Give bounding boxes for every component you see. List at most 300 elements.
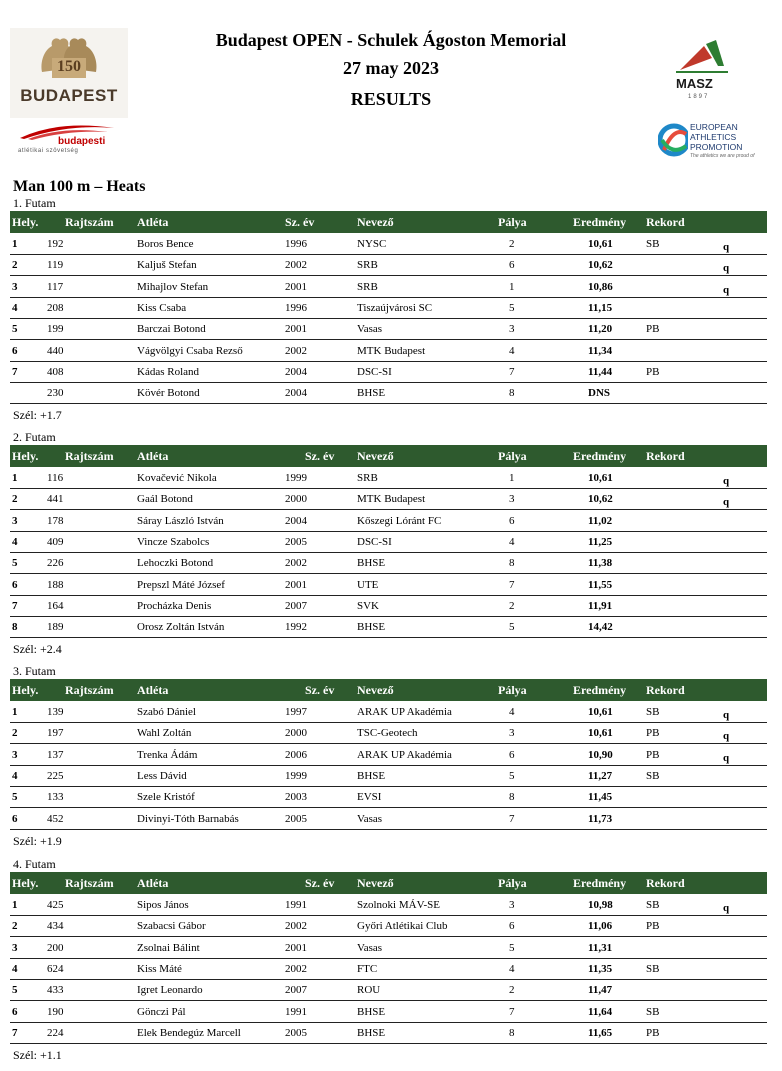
birth-year: 2005 xyxy=(285,1026,307,1039)
lane: 5 xyxy=(509,769,515,782)
lane: 5 xyxy=(509,941,515,954)
bib-number: 200 xyxy=(47,941,64,954)
record: SB xyxy=(646,238,660,250)
column-header-yob: Sz. év xyxy=(305,449,335,463)
table-row xyxy=(10,616,767,638)
table-row xyxy=(10,488,767,510)
club-name: BHSE xyxy=(357,387,386,400)
birth-year: 2000 xyxy=(285,493,307,506)
bib-number: 624 xyxy=(47,962,64,975)
bib-number: 139 xyxy=(47,706,64,718)
athlete-name: Wahl Zoltán xyxy=(137,727,192,740)
record: SB xyxy=(646,769,660,782)
table-row xyxy=(10,786,767,808)
logo-subname: atlétikai szövetség xyxy=(18,148,79,154)
table-row xyxy=(10,722,767,744)
bib-number: 433 xyxy=(47,984,64,997)
club-name: Tiszaújvárosi SC xyxy=(357,301,433,314)
record: SB xyxy=(646,899,660,911)
qualified-mark: q xyxy=(723,730,730,743)
position: 4 xyxy=(12,769,18,782)
lane: 7 xyxy=(509,812,515,825)
club-name: SRB xyxy=(357,259,378,272)
table-row xyxy=(10,233,767,255)
result: 10,61 xyxy=(588,238,613,250)
qualified-mark: q xyxy=(723,496,730,509)
table-row xyxy=(10,340,767,362)
lane: 3 xyxy=(509,899,515,911)
position: 4 xyxy=(12,962,18,975)
birth-year: 2001 xyxy=(285,280,307,293)
column-header-bib: Rajtszám xyxy=(65,215,114,229)
budapesti-atletikai-logo xyxy=(18,124,118,154)
lane: 6 xyxy=(509,920,515,933)
bib-number: 137 xyxy=(47,748,64,761)
athlete-name: Boros Bence xyxy=(137,238,194,250)
table-header xyxy=(10,445,767,467)
athlete-name: Procházka Denis xyxy=(137,599,212,612)
heat-label: 1. Futam xyxy=(13,196,56,210)
result: 11,34 xyxy=(588,344,613,357)
position: 1 xyxy=(12,899,18,911)
qualified-mark: q xyxy=(723,709,730,721)
column-header-result: Eredmény xyxy=(573,215,627,229)
athlete-name: Sáray László István xyxy=(137,514,224,527)
club-name: BHSE xyxy=(357,557,386,570)
bib-number: 178 xyxy=(47,514,64,527)
qualified-mark: q xyxy=(723,902,730,914)
birth-year: 2005 xyxy=(285,535,307,548)
document-subtitle: RESULTS xyxy=(350,89,432,109)
position: 4 xyxy=(12,535,18,548)
qualified-mark: q xyxy=(723,283,730,296)
bib-number: 164 xyxy=(47,599,64,612)
lane: 1 xyxy=(509,280,515,293)
lane: 5 xyxy=(509,621,515,634)
result: 11,47 xyxy=(588,984,613,997)
masz-logo xyxy=(672,36,732,104)
column-header-athlete: Atléta xyxy=(137,215,169,229)
club-name: MTK Budapest xyxy=(357,344,426,357)
record: SB xyxy=(646,962,660,975)
position: 6 xyxy=(12,812,18,825)
athlete-name: Igret Leonardo xyxy=(137,984,203,997)
qualified-mark: q xyxy=(723,241,730,253)
column-header-bib: Rajtszám xyxy=(65,876,114,890)
column-header-club: Nevező xyxy=(357,683,394,697)
result: 11,02 xyxy=(588,514,613,527)
result: 10,62 xyxy=(588,493,613,506)
table-row xyxy=(10,510,767,532)
document-title: Budapest OPEN - Schulek Ágoston Memorial xyxy=(215,30,567,50)
lane: 7 xyxy=(509,578,515,591)
record: PB xyxy=(646,365,660,378)
logo-text: BUDAPEST xyxy=(20,86,118,105)
table-row xyxy=(10,318,767,340)
column-header-lane: Pálya xyxy=(498,449,527,463)
club-name: NYSC xyxy=(357,238,387,250)
column-header-pos: Hely. xyxy=(12,876,39,890)
club-name: TSC-Geotech xyxy=(357,727,418,740)
result: 11,35 xyxy=(588,962,613,975)
eap-swirl-icon xyxy=(658,120,688,160)
athlete-name: Gönczi Pál xyxy=(137,1005,186,1018)
table-row xyxy=(10,531,767,553)
club-name: SRB xyxy=(357,472,378,484)
club-name: Vasas xyxy=(357,941,383,954)
athlete-name: Kádas Roland xyxy=(137,365,200,378)
result: 10,98 xyxy=(588,899,613,911)
bib-number: 440 xyxy=(47,344,64,357)
record: PB xyxy=(646,323,660,336)
athlete-name: Prepszl Máté József xyxy=(137,578,225,591)
event-title: Man 100 m – Heats xyxy=(13,178,146,195)
table-row xyxy=(10,979,767,1001)
birth-year: 1991 xyxy=(285,899,307,911)
column-header-athlete: Atléta xyxy=(137,683,169,697)
lane: 4 xyxy=(509,535,515,548)
result: 10,61 xyxy=(588,706,613,718)
athlete-name: Kaljuš Stefan xyxy=(137,259,197,272)
record: PB xyxy=(646,1026,660,1039)
birth-year: 1991 xyxy=(285,1005,307,1018)
position: 8 xyxy=(12,621,18,634)
table-row xyxy=(10,1022,767,1044)
bib-number: 189 xyxy=(47,621,64,634)
club-name: BHSE xyxy=(357,621,386,634)
birth-year: 2001 xyxy=(285,578,307,591)
birth-year: 1999 xyxy=(285,769,307,782)
birth-year: 2005 xyxy=(285,812,307,825)
lane: 6 xyxy=(509,514,515,527)
table-row xyxy=(10,574,767,596)
bib-number: 425 xyxy=(47,899,64,911)
athlete-name: Barczai Botond xyxy=(137,323,206,336)
club-name: BHSE xyxy=(357,769,386,782)
column-header-bib: Rajtszám xyxy=(65,449,114,463)
birth-year: 1997 xyxy=(285,706,307,718)
birth-year: 1996 xyxy=(285,301,307,314)
table-row xyxy=(10,595,767,617)
lane: 7 xyxy=(509,365,515,378)
logo-name: budapesti xyxy=(58,136,106,147)
lane: 8 xyxy=(509,1026,515,1039)
birth-year: 1992 xyxy=(285,621,307,634)
table-row xyxy=(10,894,767,916)
heat-label: 2. Futam xyxy=(13,430,56,444)
document-date: 27 may 2023 xyxy=(343,58,439,78)
lane: 3 xyxy=(509,727,515,740)
bib-number: 434 xyxy=(47,920,64,933)
qualified-mark: q xyxy=(723,475,730,487)
bib-number: 226 xyxy=(47,557,64,570)
qualified-mark: q xyxy=(723,262,730,275)
result: 11,15 xyxy=(588,301,613,314)
column-header-pos: Hely. xyxy=(12,449,39,463)
bib-number: 452 xyxy=(47,812,64,825)
result: 11,25 xyxy=(588,535,613,548)
birth-year: 2004 xyxy=(285,514,307,527)
club-name: Vasas xyxy=(357,812,383,825)
position: 7 xyxy=(12,1026,18,1039)
position: 6 xyxy=(12,1005,18,1018)
result: 11,44 xyxy=(588,365,613,378)
position: 5 xyxy=(12,791,18,804)
athlete-name: Orosz Zoltán István xyxy=(137,621,225,634)
european-athletics-promotion-logo xyxy=(658,118,768,162)
column-header-athlete: Atléta xyxy=(137,876,169,890)
result: 10,61 xyxy=(588,472,613,484)
birth-year: 2002 xyxy=(285,344,307,357)
column-header-record: Rekord xyxy=(646,215,685,229)
column-header-lane: Pálya xyxy=(498,683,527,697)
column-header-record: Rekord xyxy=(646,683,685,697)
lane: 1 xyxy=(509,472,515,484)
column-header-yob: Sz. év xyxy=(305,683,335,697)
table-row xyxy=(10,382,767,404)
athlete-name: Kiss Csaba xyxy=(137,301,187,314)
table-row xyxy=(10,937,767,959)
bib-number: 133 xyxy=(47,791,64,804)
table-row xyxy=(10,467,767,489)
column-header-record: Rekord xyxy=(646,449,685,463)
birth-year: 2001 xyxy=(285,941,307,954)
birth-year: 2002 xyxy=(285,259,307,272)
lane: 8 xyxy=(509,791,515,804)
club-name: Szolnoki MÁV-SE xyxy=(357,899,441,911)
birth-year: 2000 xyxy=(285,727,307,740)
club-name: ARAK UP Akadémia xyxy=(357,748,452,761)
bib-number: 208 xyxy=(47,301,64,314)
club-name: Kőszegi Lóránt FC xyxy=(357,514,442,527)
position: 3 xyxy=(12,514,18,527)
athlete-name: Gaál Botond xyxy=(137,493,193,506)
column-header-club: Nevező xyxy=(357,215,394,229)
birth-year: 2003 xyxy=(285,791,307,804)
athlete-name: Kiss Máté xyxy=(137,962,182,975)
club-name: Vasas xyxy=(357,323,383,336)
athlete-name: Sipos János xyxy=(137,899,189,911)
birth-year: 2002 xyxy=(285,962,307,975)
birth-year: 2007 xyxy=(285,599,307,612)
birth-year: 1999 xyxy=(285,472,307,484)
masz-name: MASZ xyxy=(676,76,713,91)
club-name: ARAK UP Akadémia xyxy=(357,706,452,718)
lane: 8 xyxy=(509,557,515,570)
bib-number: 230 xyxy=(47,387,64,400)
athlete-name: Lehoczki Botond xyxy=(137,557,214,570)
record: PB xyxy=(646,748,660,761)
result: 11,65 xyxy=(588,1026,613,1039)
athlete-name: Szele Kristóf xyxy=(137,791,195,804)
result: 11,06 xyxy=(588,920,613,933)
position: 3 xyxy=(12,748,18,761)
table-row xyxy=(10,297,767,319)
result: 11,31 xyxy=(588,941,613,954)
athlete-name: Kovačević Nikola xyxy=(137,472,217,484)
column-header-athlete: Atléta xyxy=(137,449,169,463)
bib-number: 119 xyxy=(47,259,64,272)
result: 11,20 xyxy=(588,323,613,336)
birth-year: 2004 xyxy=(285,365,307,378)
athlete-name: Trenka Ádám xyxy=(137,748,198,761)
result: 10,61 xyxy=(588,727,613,740)
bib-number: 224 xyxy=(47,1026,64,1039)
club-name: SRB xyxy=(357,280,378,293)
bib-number: 225 xyxy=(47,769,64,782)
lane: 6 xyxy=(509,259,515,272)
result: 11,73 xyxy=(588,812,613,825)
lane: 4 xyxy=(509,962,515,975)
athlete-name: Elek Bendegúz Marcell xyxy=(137,1026,241,1039)
table-row xyxy=(10,765,767,787)
lane: 3 xyxy=(509,493,515,506)
position: 7 xyxy=(12,599,18,612)
position: 5 xyxy=(12,557,18,570)
table-row xyxy=(10,276,767,298)
table-row xyxy=(10,958,767,980)
bib-number: 409 xyxy=(47,535,64,548)
lane: 6 xyxy=(509,748,515,761)
column-header-record: Rekord xyxy=(646,876,685,890)
table-header xyxy=(10,679,767,701)
position: 2 xyxy=(12,259,18,272)
budapest-150-logo xyxy=(10,28,128,118)
lane: 4 xyxy=(509,706,515,718)
result: 11,27 xyxy=(588,769,613,782)
column-header-pos: Hely. xyxy=(12,683,39,697)
position: 2 xyxy=(12,727,18,740)
athlete-name: Mihajlov Stefan xyxy=(137,280,209,293)
table-row xyxy=(10,552,767,574)
bib-number: 197 xyxy=(47,727,64,740)
lane: 7 xyxy=(509,1005,515,1018)
column-header-result: Eredmény xyxy=(573,449,627,463)
athlete-name: Vincze Szabolcs xyxy=(137,535,210,548)
lane: 2 xyxy=(509,238,515,250)
birth-year: 2001 xyxy=(285,323,307,336)
column-header-yob: Sz. év xyxy=(305,876,335,890)
wind-reading: Szél: +1.1 xyxy=(13,1048,62,1063)
heat-label: 4. Futam xyxy=(13,857,56,871)
masz-emblem-icon xyxy=(672,36,732,76)
record: PB xyxy=(646,727,660,740)
club-name: BHSE xyxy=(357,1026,386,1039)
result: 11,45 xyxy=(588,791,613,804)
column-header-club: Nevező xyxy=(357,876,394,890)
position: 2 xyxy=(12,920,18,933)
athlete-name: Szabacsi Gábor xyxy=(137,920,206,933)
masz-year: 1897 xyxy=(688,94,710,100)
club-name: DSC-SI xyxy=(357,365,392,378)
position: 5 xyxy=(12,984,18,997)
bib-number: 192 xyxy=(47,238,64,250)
record: SB xyxy=(646,1005,660,1018)
table-header xyxy=(10,872,767,894)
birth-year: 2006 xyxy=(285,748,307,761)
club-name: DSC-SI xyxy=(357,535,392,548)
birth-year: 2007 xyxy=(285,984,307,997)
club-name: EVSI xyxy=(357,791,382,804)
eap-text: EUROPEAN ATHLETICS PROMOTION xyxy=(690,122,743,152)
athlete-name: Divinyi-Tóth Barnabás xyxy=(137,812,239,825)
record: SB xyxy=(646,706,660,718)
wind-reading: Szél: +2.4 xyxy=(13,642,62,657)
position: 2 xyxy=(12,493,18,506)
bib-number: 117 xyxy=(47,280,64,293)
athlete-name: Less Dávid xyxy=(137,769,187,782)
result: 11,64 xyxy=(588,1005,613,1018)
athlete-name: Vágvölgyi Csaba Rezső xyxy=(137,344,243,357)
table-row xyxy=(10,361,767,383)
lane: 3 xyxy=(509,323,515,336)
birth-year: 2004 xyxy=(285,387,307,400)
athlete-name: Kövér Botond xyxy=(137,387,200,400)
result: 11,91 xyxy=(588,599,613,612)
result: DNS xyxy=(588,387,611,400)
column-header-club: Nevező xyxy=(357,449,394,463)
table-row xyxy=(10,808,767,830)
heat-label: 3. Futam xyxy=(13,664,56,678)
club-name: UTE xyxy=(357,578,379,591)
lane: 5 xyxy=(509,301,515,314)
position: 1 xyxy=(12,472,18,484)
position: 1 xyxy=(12,238,18,250)
table-row xyxy=(10,254,767,276)
position: 5 xyxy=(12,323,18,336)
bib-number: 441 xyxy=(47,493,64,506)
bib-number: 116 xyxy=(47,472,64,484)
result: 14,42 xyxy=(588,621,613,634)
wind-reading: Szél: +1.9 xyxy=(13,833,62,848)
column-header-yob: Sz. év xyxy=(285,215,315,229)
club-name: MTK Budapest xyxy=(357,493,426,506)
club-name: FTC xyxy=(357,962,378,975)
birth-year: 2002 xyxy=(285,920,307,933)
club-name: Győri Atlétikai Club xyxy=(357,920,448,933)
column-header-lane: Pálya xyxy=(498,215,527,229)
lane: 8 xyxy=(509,387,515,400)
column-header-result: Eredmény xyxy=(573,876,627,890)
table-row xyxy=(10,915,767,937)
result: 11,55 xyxy=(588,578,613,591)
bib-number: 190 xyxy=(47,1005,64,1018)
athlete-name: Szabó Dániel xyxy=(137,706,196,718)
club-name: SVK xyxy=(357,599,380,612)
lane: 2 xyxy=(509,984,515,997)
wind-reading: Szél: +1.7 xyxy=(13,408,62,423)
position: 3 xyxy=(12,280,18,293)
position: 4 xyxy=(12,301,18,314)
bib-number: 199 xyxy=(47,323,64,336)
column-header-lane: Pálya xyxy=(498,876,527,890)
table-row xyxy=(10,701,767,723)
column-header-result: Eredmény xyxy=(573,683,627,697)
table-header xyxy=(10,211,767,233)
table-row xyxy=(10,744,767,766)
column-header-pos: Hely. xyxy=(12,215,39,229)
club-name: BHSE xyxy=(357,1005,386,1018)
club-name: ROU xyxy=(357,984,381,997)
logo-number: 150 xyxy=(57,58,81,75)
table-row xyxy=(10,1001,767,1023)
bib-number: 188 xyxy=(47,578,64,591)
result: 10,62 xyxy=(588,259,613,272)
position: 7 xyxy=(12,365,18,378)
result: 10,90 xyxy=(588,748,613,761)
eap-tagline: The athletics we are proud of xyxy=(690,153,755,159)
position: 6 xyxy=(12,578,18,591)
